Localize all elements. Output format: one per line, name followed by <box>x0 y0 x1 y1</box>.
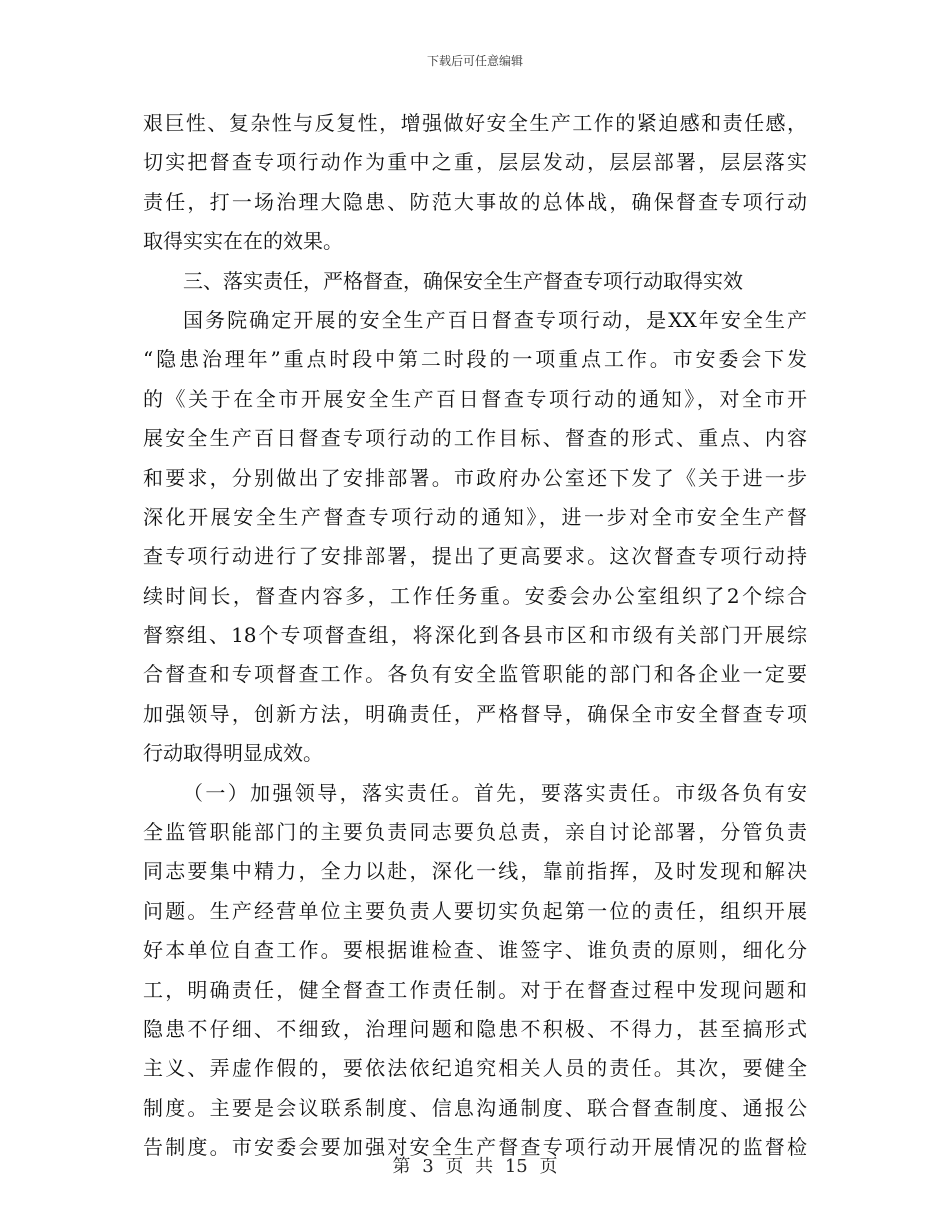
text-line: 国务院确定开展的安全生产百日督查专项行动，是XX年安全生产 <box>183 307 807 332</box>
text-line: 告制度。市安委会要加强对安全生产督查专项行动开展情况的监督检 <box>143 1135 807 1160</box>
text-line: 主义、弄虚作假的，要依法依纪追究相关人员的责任。其次，要健全 <box>143 1056 807 1081</box>
text-line: 和要求，分别做出了安排部署。市政府办公室还下发了《关于进一步 <box>143 465 807 490</box>
text-line: 制度。主要是会议联系制度、信息沟通制度、联合督查制度、通报公 <box>143 1095 807 1120</box>
text-line: 责任，打一场治理大隐患、防范大事故的总体战，确保督查专项行动 <box>143 189 807 214</box>
text-line: 取得实实在在的效果。 <box>143 229 343 254</box>
text-line: 全监管职能部门的主要负责同志要负总责，亲自讨论部署，分管负责 <box>143 820 807 845</box>
text-line: 问题。生产经营单位主要负责人要切实负起第一位的责任，组织开展 <box>143 898 807 923</box>
page-header-note: 下载后可任意编辑 <box>426 54 523 68</box>
text-line: 展安全生产百日督查专项行动的工作目标、督查的形式、重点、内容 <box>143 426 807 451</box>
text-line: （一）加强领导，落实责任。首先，要落实责任。市级各负有安 <box>183 780 807 805</box>
text-line: 深化开展安全生产督查专项行动的通知》，进一步对全市安全生产督 <box>143 504 807 529</box>
text-line: 隐患不仔细、不细致，治理问题和隐患不积极、不得力，甚至搞形式 <box>143 1016 807 1041</box>
text-line: 合督查和专项督查工作。各负有安全监管职能的部门和各企业一定要 <box>143 662 807 687</box>
document-body <box>143 104 807 1168</box>
text-line: 加强领导，创新方法，明确责任，严格督导，确保全市安全督查专项 <box>143 701 807 726</box>
text-line: 三、落实责任，严格督查，确保安全生产督查专项行动取得实效 <box>183 268 743 293</box>
text-line: 切实把督查专项行动作为重中之重，层层发动，层层部署，层层落实 <box>143 150 807 175</box>
text-line: 同志要集中精力，全力以赴，深化一线，靠前指挥，及时发现和解决 <box>143 859 807 884</box>
text-line: 好本单位自查工作。要根据谁检查、谁签字、谁负责的原则，细化分 <box>143 938 807 963</box>
text-line: 的《关于在全市开展安全生产百日督查专项行动的通知》，对全市开 <box>143 386 807 411</box>
text-line: 工，明确责任，健全督查工作责任制。对于在督查过程中发现问题和 <box>143 977 807 1002</box>
text-line: 续时间长，督查内容多，工作任务重。安委会办公室组织了2个综合 <box>143 583 807 608</box>
text-line: 行动取得明显成效。 <box>143 741 323 766</box>
text-line: 督察组、18个专项督查组，将深化到各县市区和市级有关部门开展综 <box>143 623 807 648</box>
page-number-footer: 第 3 页 共 15 页 <box>392 1156 558 1177</box>
text-line: 查专项行动进行了安排部署，提出了更高要求。这次督查专项行动持 <box>143 544 807 569</box>
text-line: 艰巨性、复杂性与反复性，增强做好安全生产工作的紧迫感和责任感， <box>143 111 807 135</box>
text-line: “隐患治理年”重点时段中第二时段的一项重点工作。市安委会下发 <box>143 347 807 372</box>
